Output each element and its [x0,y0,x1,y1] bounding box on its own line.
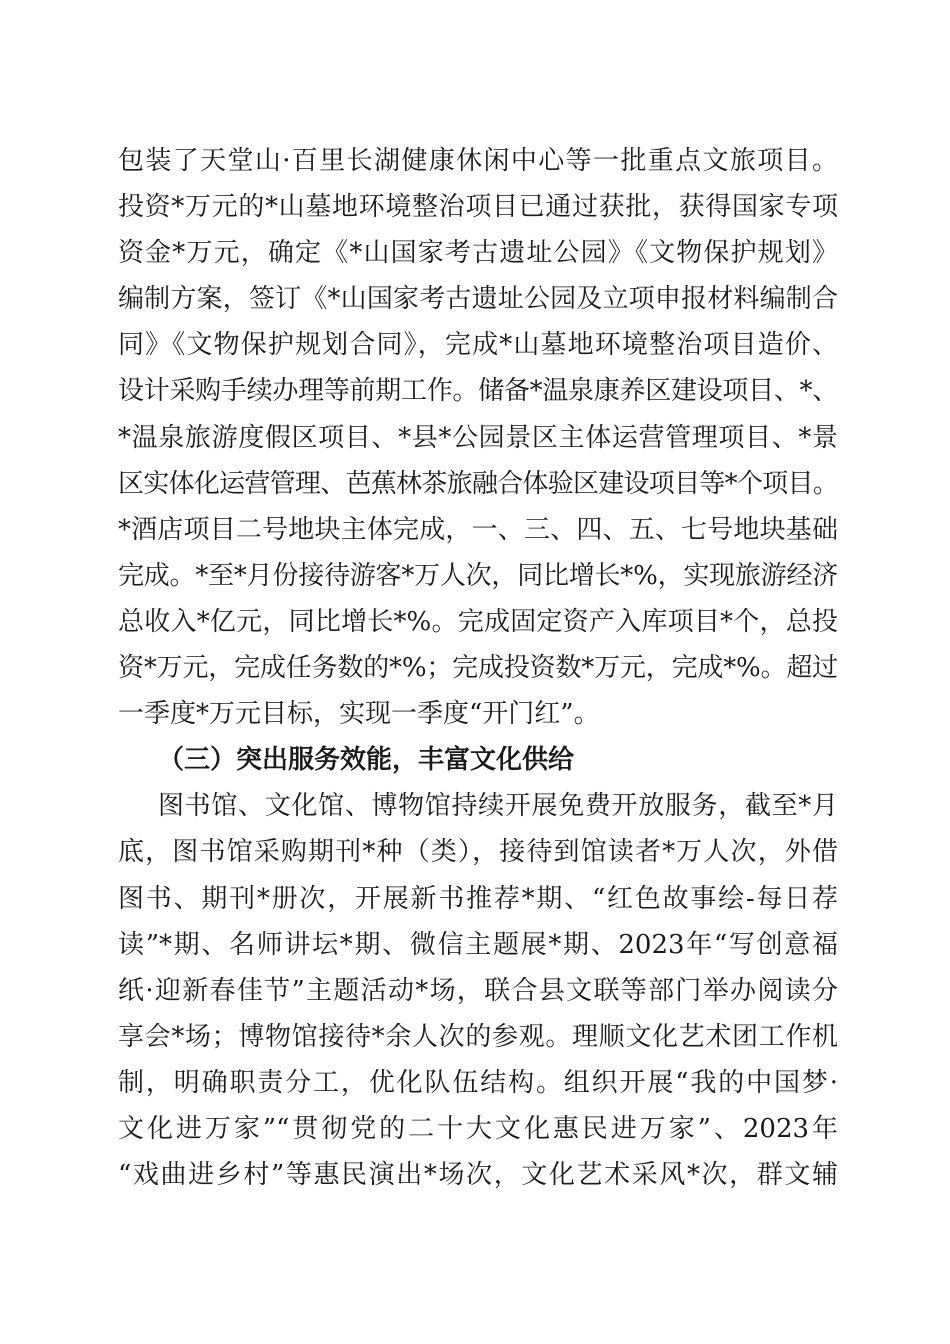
paragraph-line: 设计采购手续办理等前期工作。储备*温泉康养区建设项目、*、 [118,376,838,407]
paragraph-line: 一季度*万元目标，实现一季度“开门红”。 [118,699,600,730]
paragraph-line: 总收入*亿元，同比增长*%。完成固定资产入库项目*个，总投 [118,606,838,637]
paragraph-line: 资金*万元，确定《*山国家考古遗址公园》《文物保护规划》 [118,238,838,269]
paragraph-line: 编制方案，签订《*山国家考古遗址公园及立项申报材料编制合 [118,284,838,315]
paragraph-line: 图书、期刊*册次，开展新书推荐*期、“红色故事绘-每日荐 [118,883,838,914]
body-text [118,138,838,1198]
paragraph-line: 完成。*至*月份接待游客*万人次，同比增长*%，实现旅游经济 [118,560,838,591]
paragraph-line: 区实体化运营管理、芭蕉林茶旅融合体验区建设项目等*个项目。 [118,468,838,499]
paragraph-line: 底，图书馆采购期刊*种（类），接待到馆读者*万人次，外借 [118,837,838,868]
paragraph-line: *温泉旅游度假区项目、*县*公园景区主体运营管理项目、*景 [118,422,838,453]
paragraph-line: *酒店项目二号地块主体完成，一、三、四、五、七号地块基础 [118,514,838,545]
section-heading: （三）突出服务效能，丰富文化供给 [158,745,575,776]
paragraph-line: 包装了天堂山·百里长湖健康休闲中心等一批重点文旅项目。 [118,146,838,176]
paragraph-line: “戏曲进乡村”等惠民演出*场次，文化艺术采风*次，群文辅 [118,1160,838,1191]
paragraph-line: 制，明确职责分工，优化队伍结构。组织开展“我的中国梦· [118,1067,838,1098]
paragraph-line: 读”*期、名师讲坛*期、微信主题展*期、2023年“写创意福 [118,929,838,960]
paragraph-line: 同》《文物保护规划合同》，完成*山墓地环境整治项目造价、 [118,330,838,361]
paragraph-line: 文化进万家”“贯彻党的二十大文化惠民进万家”、2023年 [118,1113,838,1144]
paragraph-line: 图书馆、文化馆、博物馆持续开展免费开放服务，截至*月 [158,791,838,822]
paragraph-line: 纸·迎新春佳节”主题活动*场，联合县文联等部门举办阅读分 [118,975,838,1006]
paragraph-line: 投资*万元的*山墓地环境整治项目已通过获批，获得国家专项 [118,192,838,223]
paragraph-line: 资*万元，完成任务数的*%；完成投资数*万元，完成*%。超过 [118,653,838,684]
paragraph-line: 享会*场；博物馆接待*余人次的参观。理顺文化艺术团工作机 [118,1021,838,1052]
